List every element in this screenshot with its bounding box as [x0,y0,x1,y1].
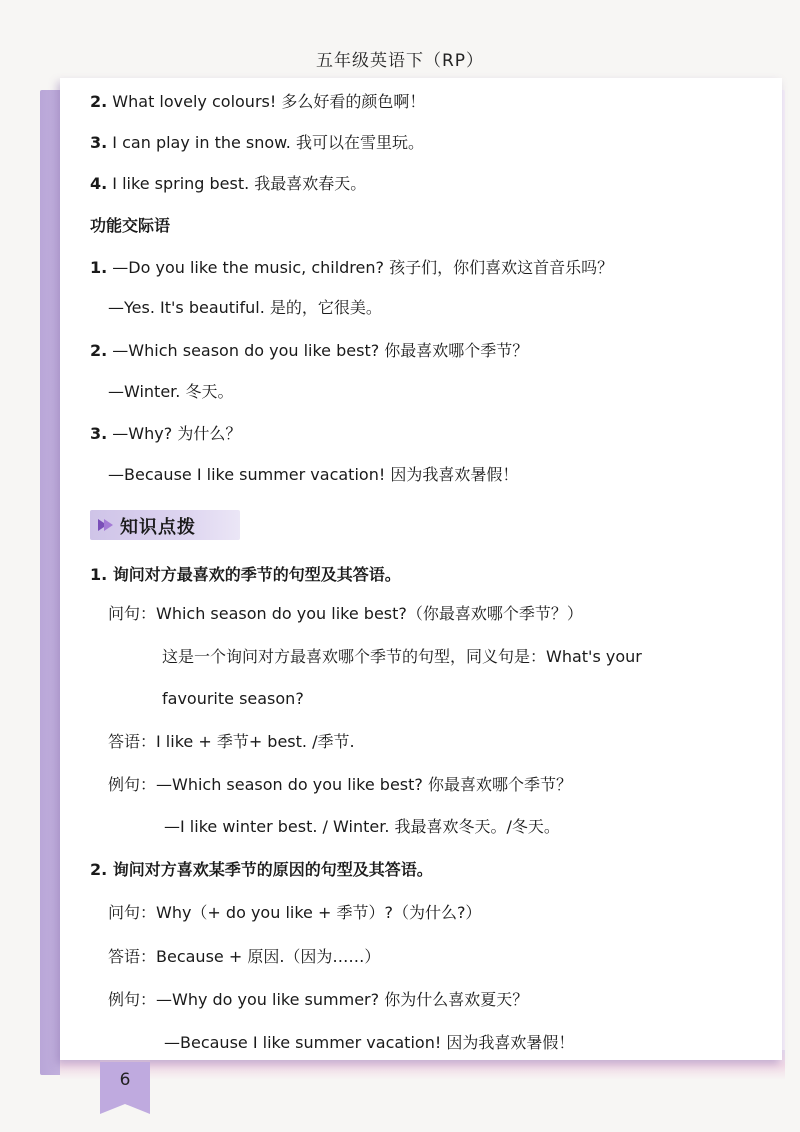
knowledge-banner-label: 知识点拨 [120,517,196,538]
point-1-answer: 答语：I like + 季节+ best. /季节. [108,732,355,751]
dialogue-2-number: 2. [90,341,108,360]
sentence-4 [90,172,366,196]
point-1-note-line-2: favourite season? [162,689,304,708]
knowledge-banner [90,510,240,540]
page-number-tab [100,1062,150,1104]
dialogue-2-question [90,339,528,363]
dialogue-1-question-text: —Do you like the music, children? 孩子们，你们喜欢这首音乐吗？ [107,258,614,277]
point-1-note-line-1: 这是一个询问对方最喜欢哪个季节的句型，同义句是：What's your [162,647,642,666]
point-1-example-question: 例句：—Which season do you like best? 你最喜欢哪个季节？ [108,775,572,794]
sentence-4-number: 4. [90,174,108,193]
dialogue-3-answer: —Because I like summer vacation! 因为我喜欢暑假！ [108,465,519,484]
point-1-question: 问句：Which season do you like best?（你最喜欢哪个季节？） [108,604,583,623]
dialogue-2-answer: —Winter. 冬天。 [108,382,234,401]
point-1-heading-text: 询问对方最喜欢的季节的句型及其答语。 [107,565,401,584]
dialogue-3-number: 3. [90,424,108,443]
dialogue-2-question-text: —Which season do you like best? 你最喜欢哪个季节？ [107,341,529,360]
sentence-2-number: 2. [90,92,108,111]
dialogue-3-question [90,422,241,446]
sentence-3 [90,131,424,155]
sentence-4-text: I like spring best. 我最喜欢春天。 [107,174,367,193]
sentence-3-text: I can play in the snow. 我可以在雪里玩。 [107,133,424,152]
point-2-example-answer: —Because I like summer vacation! 因为我喜欢暑假！ [164,1033,575,1052]
point-2-number: 2. [90,860,108,879]
book-header-title: 五年级英语下（RP） [315,51,485,71]
point-2-question: 问句：Why（+ do you like + 季节）?（为什么?） [108,903,482,922]
play-arrow-icon-secondary [104,519,113,531]
point-1-number: 1. [90,565,108,584]
dialogue-1-answer: —Yes. It's beautiful. 是的，它很美。 [108,298,382,317]
dialogue-3-question-text: —Why? 为什么？ [107,424,242,443]
sentence-3-number: 3. [90,133,108,152]
sentence-2-text: What lovely colours! 多么好看的颜色啊！ [107,92,426,111]
point-2-heading [90,858,433,882]
dialogue-1-number: 1. [90,258,108,277]
point-2-answer: 答语：Because + 原因.（因为……） [108,947,381,966]
page-number: 6 [119,1070,131,1090]
point-1-heading [90,563,401,587]
point-2-example-question: 例句：—Why do you like summer? 你为什么喜欢夏天？ [108,990,529,1009]
dialogue-1-question [90,256,613,280]
point-2-heading-text: 询问对方喜欢某季节的原因的句型及其答语。 [107,860,433,879]
point-1-example-answer: —I like winter best. / Winter. 我最喜欢冬天。/冬天。 [164,817,560,836]
function-section-heading: 功能交际语 [90,216,171,235]
sentence-2 [90,90,425,114]
